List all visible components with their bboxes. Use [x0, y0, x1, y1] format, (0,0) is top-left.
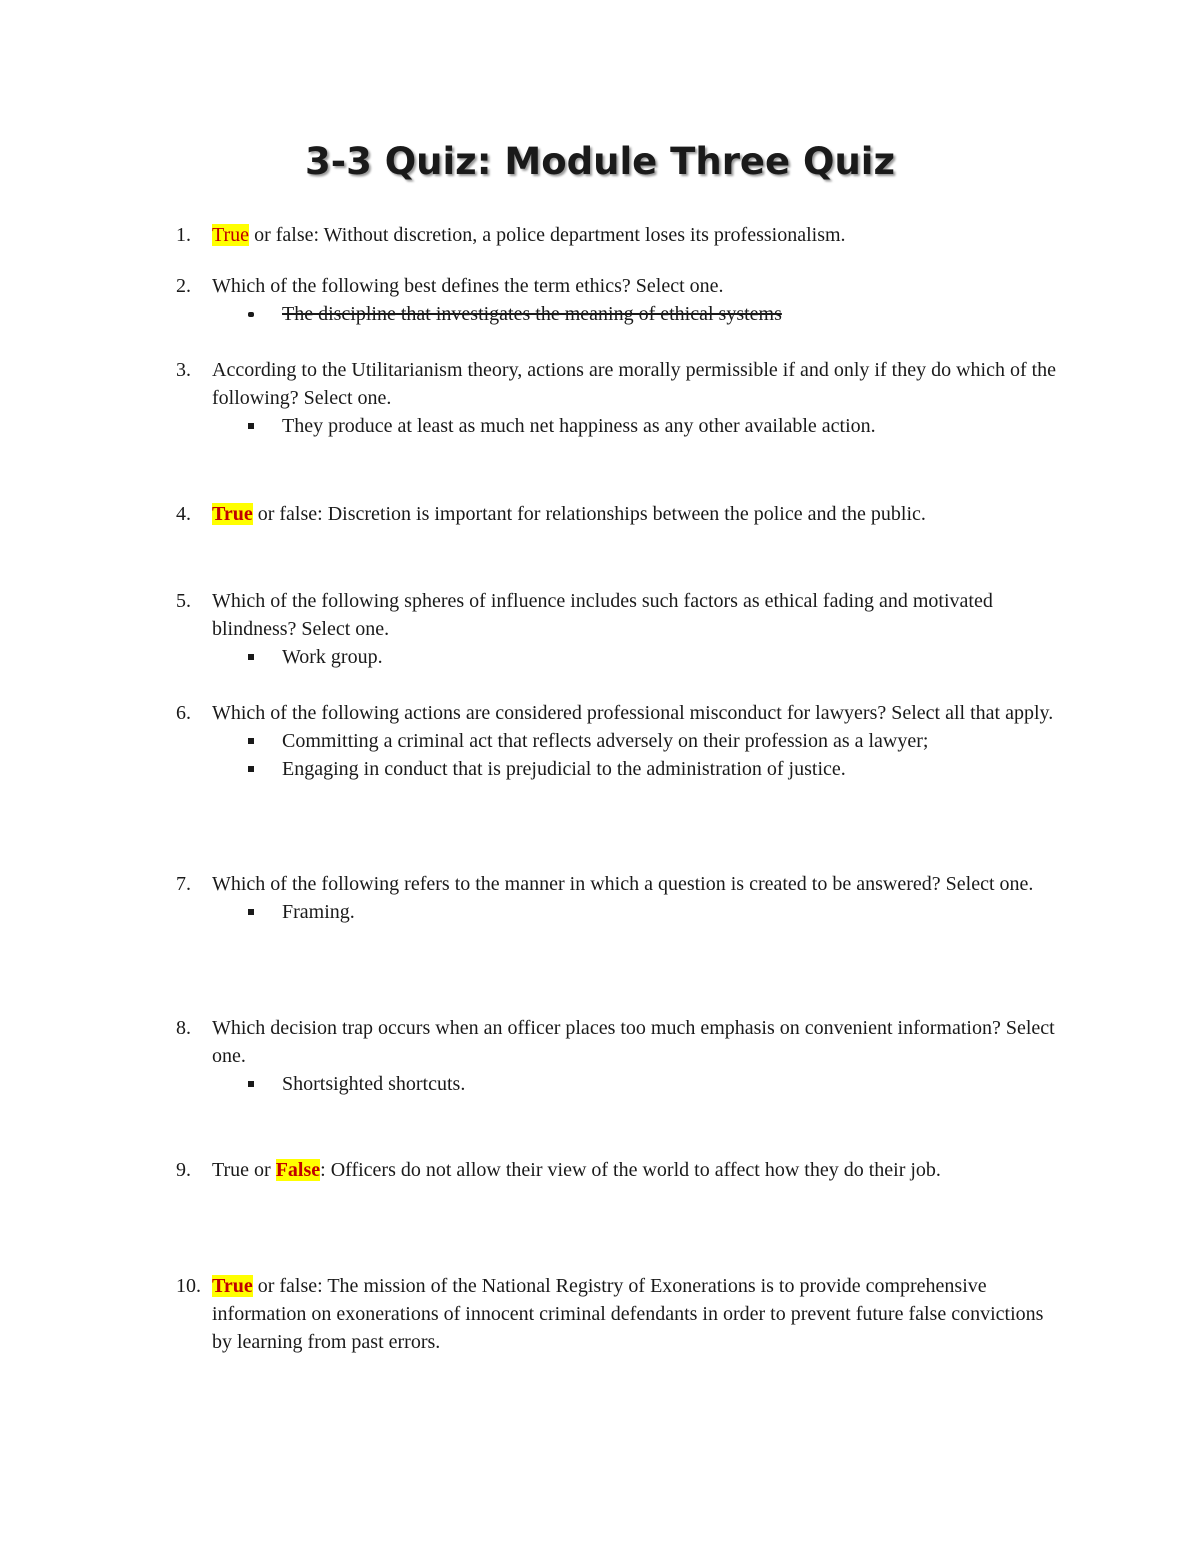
question-number: 2. [176, 275, 191, 297]
question-9 [176, 1156, 1066, 1184]
question-6 [176, 699, 1066, 783]
answer-item [282, 643, 1066, 671]
answer-item [282, 727, 1066, 755]
question-8 [176, 1014, 1066, 1098]
question-2 [176, 272, 1066, 328]
answer-text: Framing. [282, 901, 355, 923]
question-text: or false: Discretion is important for relationships between the police and the public. [252, 503, 926, 525]
bullet-icon [248, 766, 254, 772]
bullet-icon [248, 423, 254, 429]
question-text: According to the Utilitarianism theory, actions are morally permissible if and only if they do which of the following? Select one. [212, 359, 1057, 409]
answer-highlight: True [212, 1275, 253, 1297]
answer-item [282, 755, 1066, 783]
answer-text: Committing a criminal act that reflects adversely on their profession as a lawyer; [282, 730, 929, 752]
question-number: 1. [176, 224, 191, 246]
answer-item [282, 1070, 1066, 1098]
question-prefix: True or [212, 1159, 276, 1181]
question-number: 3. [176, 359, 191, 381]
answer-highlight: True [212, 503, 253, 525]
question-number: 9. [176, 1159, 191, 1181]
bullet-icon [248, 1081, 254, 1087]
question-text: or false: Without discretion, a police department loses its professionalism. [249, 224, 846, 246]
answer-highlight: False [275, 1159, 321, 1181]
page-title: 3-3 Quiz: Module Three Quiz [304, 140, 896, 183]
answer-item [282, 300, 1066, 328]
question-5 [176, 587, 1066, 671]
question-number: 4. [176, 503, 191, 525]
question-4 [176, 500, 1066, 528]
question-1 [176, 221, 1066, 249]
answer-text: Work group. [282, 646, 383, 668]
question-number: 6. [176, 702, 191, 724]
question-number: 7. [176, 873, 191, 895]
question-number: 10. [176, 1275, 201, 1297]
question-3 [176, 356, 1066, 440]
answer-highlight: True [212, 224, 250, 246]
answer-text: Engaging in conduct that is prejudicial to the administration of justice. [282, 758, 846, 780]
answer-item [282, 898, 1066, 926]
bullet-icon [248, 654, 254, 660]
question-text: or false: The mission of the National Registry of Exonerations is to provide comprehensive information on exonerations of innocent criminal defendants in order to prevent future false convictions by learning from past errors. [212, 1275, 1044, 1353]
answer-text: The discipline that investigates the meaning of ethical systems [282, 303, 782, 325]
question-text: Which of the following refers to the manner in which a question is created to be answered? Select one. [212, 873, 1034, 895]
answer-item [282, 412, 1066, 440]
question-text: Which of the following best defines the term ethics? Select one. [212, 275, 724, 297]
question-7 [176, 870, 1066, 926]
question-text: : Officers do not allow their view of the world to affect how they do their job. [320, 1159, 941, 1181]
question-number: 8. [176, 1017, 191, 1039]
question-text: Which decision trap occurs when an officer places too much emphasis on convenient information? Select one. [212, 1017, 1055, 1067]
bullet-icon [248, 738, 254, 744]
answer-text: They produce at least as much net happiness as any other available action. [282, 415, 876, 437]
answer-text: Shortsighted shortcuts. [282, 1073, 466, 1095]
question-text: Which of the following spheres of influence includes such factors as ethical fading and motivated blindness? Select one. [212, 590, 993, 640]
question-10 [176, 1272, 1066, 1356]
bullet-icon [248, 909, 254, 915]
question-number: 5. [176, 590, 191, 612]
question-text: Which of the following actions are considered professional misconduct for lawyers? Select all that apply. [212, 702, 1054, 724]
bullet-icon [248, 312, 254, 317]
